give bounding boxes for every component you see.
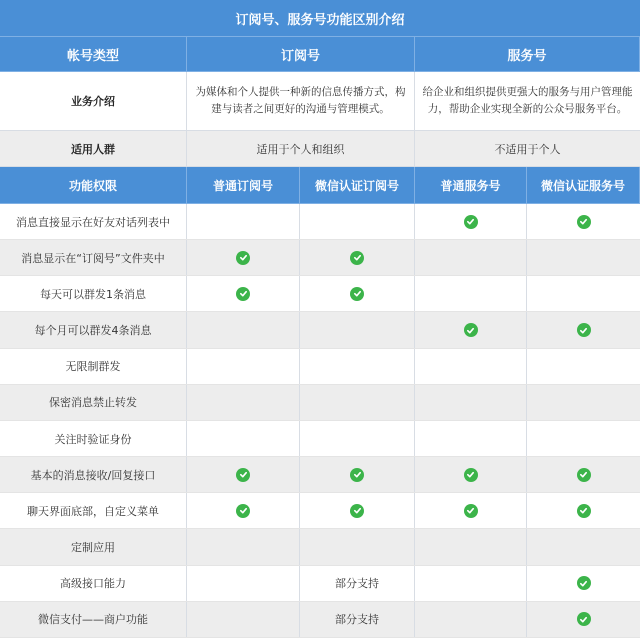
feature-cell	[527, 240, 640, 275]
feature-cell	[415, 276, 527, 311]
feature-cell	[527, 276, 640, 311]
feature-cell	[415, 312, 527, 347]
feature-cell	[415, 349, 527, 384]
subscription-intro: 为媒体和个人提供一种新的信息传播方式，构建与读者之间更好的沟通与管理模式。	[187, 72, 415, 130]
check-icon	[464, 504, 478, 518]
feature-cell	[415, 602, 527, 637]
feature-cell	[187, 240, 300, 275]
feature-cell	[187, 204, 300, 239]
check-icon	[577, 323, 591, 337]
table-row	[0, 529, 640, 565]
feature-cell	[187, 602, 300, 637]
col-basic-service: 普通服务号	[415, 167, 527, 203]
feature-cell	[187, 276, 300, 311]
feature-cell	[415, 566, 527, 601]
feature-cell	[300, 493, 415, 528]
feature-cell	[300, 240, 415, 275]
feature-cell	[187, 457, 300, 492]
business-intro-label: 业务介绍	[0, 72, 187, 130]
audience-label: 适用人群	[0, 131, 187, 166]
check-icon	[464, 468, 478, 482]
feature-cell	[300, 385, 415, 420]
check-icon	[350, 287, 364, 301]
feature-cell	[187, 312, 300, 347]
table-row	[0, 349, 640, 385]
features-header-row	[0, 167, 640, 204]
feature-cell	[527, 457, 640, 492]
feature-name: 保密消息禁止转发	[0, 385, 187, 420]
check-icon	[350, 468, 364, 482]
table-row	[0, 457, 640, 493]
table-row	[0, 566, 640, 602]
subscription-audience: 适用于个人和组织	[187, 131, 415, 166]
feature-cell	[527, 385, 640, 420]
check-icon	[577, 215, 591, 229]
feature-name: 微信支付——商户功能	[0, 602, 187, 637]
feature-cell	[187, 493, 300, 528]
check-icon	[577, 504, 591, 518]
table-row	[0, 385, 640, 421]
feature-cell	[300, 312, 415, 347]
table-row	[0, 312, 640, 348]
col-verified-service: 微信认证服务号	[527, 167, 640, 203]
check-icon	[577, 468, 591, 482]
feature-cell	[300, 204, 415, 239]
service-audience: 不适用于个人	[494, 142, 561, 156]
feature-cell	[300, 276, 415, 311]
check-icon	[464, 215, 478, 229]
feature-name: 基本的消息接收/回复接口	[0, 457, 187, 492]
feature-cell	[527, 493, 640, 528]
feature-name: 无限制群发	[0, 349, 187, 384]
check-icon	[236, 468, 250, 482]
table-row	[0, 240, 640, 276]
feature-name: 定制应用	[0, 529, 187, 564]
feature-cell	[415, 457, 527, 492]
service-header: 服务号	[415, 37, 640, 71]
feature-cell: 部分支持	[300, 602, 415, 637]
table-row	[0, 204, 640, 240]
feature-name: 消息直接显示在好友对话列表中	[0, 204, 187, 239]
feature-cell	[187, 566, 300, 601]
features-header-label: 功能权限	[0, 167, 187, 203]
check-icon	[577, 612, 591, 626]
feature-cell	[527, 602, 640, 637]
feature-cell	[300, 529, 415, 564]
check-icon	[350, 251, 364, 265]
service-intro: 给企业和组织提供更强大的服务与用户管理能力，帮助企业实现全新的公众号服务平台。	[422, 86, 633, 115]
table-title	[0, 0, 640, 37]
feature-cell	[527, 421, 640, 456]
feature-name: 高级接口能力	[0, 566, 187, 601]
feature-cell	[300, 421, 415, 456]
feature-cell	[187, 529, 300, 564]
feature-name: 关注时验证身份	[0, 421, 187, 456]
feature-cell	[415, 204, 527, 239]
check-icon	[577, 576, 591, 590]
account-type-header-row	[0, 37, 640, 72]
table-row	[0, 493, 640, 529]
feature-cell	[415, 529, 527, 564]
feature-cell	[415, 240, 527, 275]
feature-name: 聊天界面底部，自定义菜单	[0, 493, 187, 528]
business-intro-row	[0, 72, 640, 131]
check-icon	[350, 504, 364, 518]
feature-name: 每个月可以群发4条消息	[0, 312, 187, 347]
audience-row	[0, 131, 640, 167]
feature-cell	[187, 421, 300, 456]
feature-cell	[187, 385, 300, 420]
table-row	[0, 276, 640, 312]
feature-cell	[415, 421, 527, 456]
subscription-header: 订阅号	[187, 37, 415, 71]
account-type-label: 帐号类型	[0, 37, 187, 71]
feature-cell: 部分支持	[300, 566, 415, 601]
feature-cell	[300, 349, 415, 384]
feature-cell	[415, 385, 527, 420]
feature-cell	[187, 349, 300, 384]
feature-cell	[527, 349, 640, 384]
feature-cell	[527, 204, 640, 239]
feature-cell	[527, 312, 640, 347]
feature-cell	[527, 566, 640, 601]
check-icon	[236, 287, 250, 301]
col-verified-subscription: 微信认证订阅号	[300, 167, 415, 203]
table-title-text: 订阅号、服务号功能区别介绍	[235, 12, 405, 28]
feature-rows	[0, 204, 640, 638]
feature-cell	[527, 529, 640, 564]
table-row	[0, 421, 640, 457]
col-basic-subscription: 普通订阅号	[187, 167, 300, 203]
check-icon	[236, 251, 250, 265]
table-row	[0, 602, 640, 638]
feature-cell	[415, 493, 527, 528]
check-icon	[236, 504, 250, 518]
feature-cell	[300, 457, 415, 492]
check-icon	[464, 323, 478, 337]
feature-name: 消息显示在“订阅号”文件夹中	[0, 240, 187, 275]
feature-name: 每天可以群发1条消息	[0, 276, 187, 311]
